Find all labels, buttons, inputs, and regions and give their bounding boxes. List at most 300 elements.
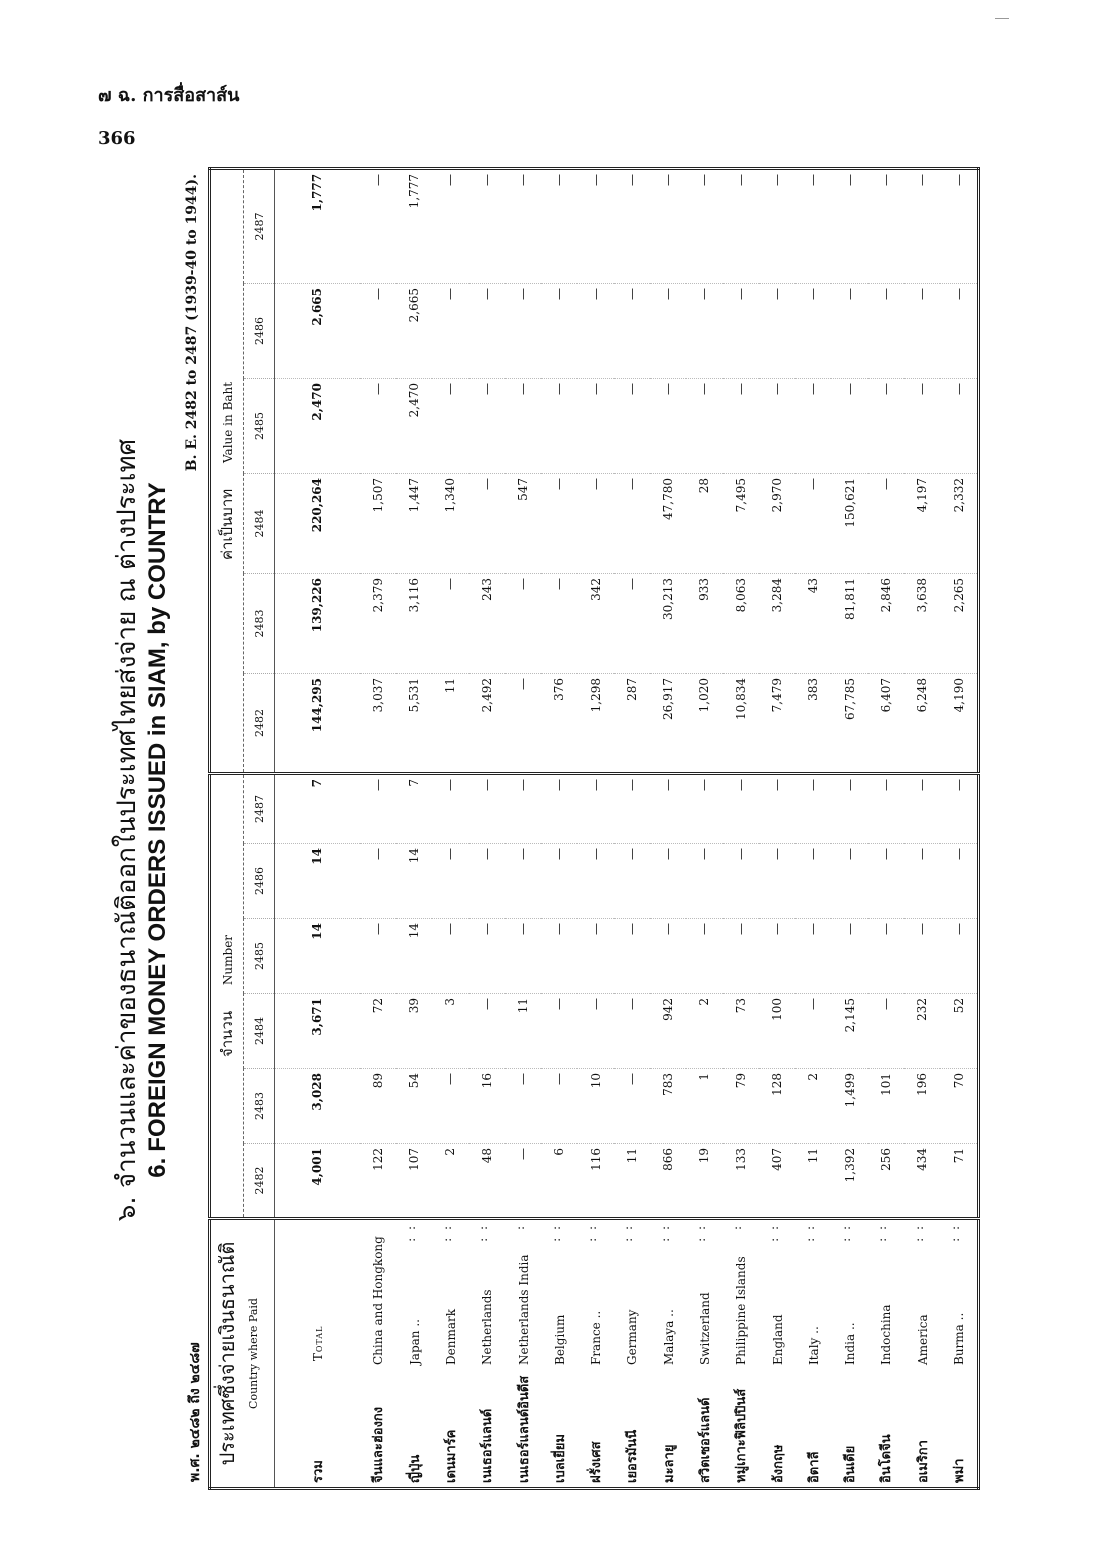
- number-cell: —: [541, 919, 577, 994]
- country-thai: อินเดีย: [843, 1445, 859, 1483]
- value-cell: 4,190: [940, 674, 978, 774]
- country-thai: เบลเยี่ยม: [552, 1434, 568, 1483]
- country-english: India ..: [843, 1322, 858, 1365]
- number-cell: 14: [396, 844, 432, 919]
- value-cell: 1,447: [396, 474, 432, 574]
- number-cell: 3: [432, 994, 468, 1069]
- number-cell: —: [577, 994, 613, 1069]
- table-body: [275, 168, 979, 1488]
- value-cell: 30,213: [650, 574, 686, 674]
- number-cell: 7: [275, 774, 360, 844]
- value-cell: 2,265: [940, 574, 978, 674]
- number-cell: —: [541, 994, 577, 1069]
- value-cell: 11: [432, 674, 468, 774]
- value-cell: —: [541, 284, 577, 379]
- country-header-thai: ประเทศซึ่งจ่ายเงินธนาณัติ: [215, 1241, 239, 1466]
- country-cell: [469, 1219, 505, 1489]
- country-cell: [904, 1219, 940, 1489]
- value-cell: 150,621: [831, 474, 867, 574]
- country-english: Indochina: [879, 1304, 894, 1365]
- number-cell: —: [577, 774, 613, 844]
- country-header: [210, 1219, 275, 1489]
- leader-dots: : :: [585, 1224, 600, 1242]
- value-cell: 67,785: [831, 674, 867, 774]
- number-cell: 11: [795, 1144, 831, 1219]
- country-cell: [795, 1219, 831, 1489]
- number-cell: —: [505, 919, 541, 994]
- number-cell: —: [360, 919, 396, 994]
- value-cell: —: [505, 379, 541, 474]
- value-cell: 933: [686, 574, 722, 674]
- number-cell: 2: [795, 1069, 831, 1144]
- value-cell: —: [541, 379, 577, 474]
- country-thai: พม่า: [952, 1458, 968, 1483]
- value-cell: 47,780: [650, 474, 686, 574]
- country-thai: จีนและฮ่องกง: [371, 1406, 387, 1483]
- value-cell: 3,037: [360, 674, 396, 774]
- value-cell: —: [614, 379, 650, 474]
- value-cell: —: [432, 379, 468, 474]
- rotated-table-block: [100, 170, 980, 1490]
- country-cell: [360, 1219, 396, 1489]
- value-cell: —: [541, 574, 577, 674]
- value-year-header: 2486: [244, 284, 275, 379]
- number-cell: 3,028: [275, 1069, 360, 1144]
- number-year-header: 2484: [244, 994, 275, 1069]
- number-cell: 866: [650, 1144, 686, 1219]
- value-cell: —: [795, 474, 831, 574]
- number-cell: 16: [469, 1069, 505, 1144]
- number-cell: —: [904, 844, 940, 919]
- table-title-thai: ๖. จำนวนและค่าของธนาณัติออกในประเทศไทยส่งจ่าย ณ ต่างประเทศ: [112, 438, 142, 1222]
- value-year-header: 2483: [244, 574, 275, 674]
- country-english: Switzerland: [697, 1292, 712, 1365]
- country-cell: [577, 1219, 613, 1489]
- number-cell: 54: [396, 1069, 432, 1144]
- number-cell: 72: [360, 994, 396, 1069]
- value-cell: 2,379: [360, 574, 396, 674]
- number-cell: 70: [940, 1069, 978, 1144]
- number-cell: 48: [469, 1144, 505, 1219]
- number-cell: —: [650, 844, 686, 919]
- number-cell: —: [469, 774, 505, 844]
- leader-dots: : :: [548, 1224, 563, 1242]
- leader-dots: : :: [621, 1224, 636, 1242]
- number-cell: —: [940, 919, 978, 994]
- money-orders-table: [208, 167, 980, 1490]
- value-cell: —: [868, 168, 904, 283]
- number-cell: —: [686, 774, 722, 844]
- leader-dots: : :: [439, 1224, 454, 1242]
- value-cell: —: [868, 284, 904, 379]
- value-year-header: 2482: [244, 674, 275, 774]
- number-cell: —: [940, 844, 978, 919]
- number-cell: 1: [686, 1069, 722, 1144]
- total-label: [275, 1219, 360, 1489]
- value-year-header: 2485: [244, 379, 275, 474]
- value-cell: 243: [469, 574, 505, 674]
- number-cell: 89: [360, 1069, 396, 1144]
- value-cell: —: [614, 474, 650, 574]
- value-cell: —: [723, 168, 759, 283]
- number-cell: —: [868, 774, 904, 844]
- number-cell: —: [360, 774, 396, 844]
- number-cell: 107: [396, 1144, 432, 1219]
- value-cell: 376: [541, 674, 577, 774]
- number-cell: 232: [904, 994, 940, 1069]
- number-cell: 73: [723, 994, 759, 1069]
- value-cell: 43: [795, 574, 831, 674]
- value-cell: —: [360, 284, 396, 379]
- country-thai: อินโดจีน: [879, 1434, 895, 1483]
- value-cell: —: [577, 474, 613, 574]
- leader-dots: : :: [911, 1224, 926, 1242]
- value-group-header: [210, 168, 244, 773]
- country-cell: [541, 1219, 577, 1489]
- number-cell: —: [759, 774, 795, 844]
- value-cell: 2,332: [940, 474, 978, 574]
- number-cell: —: [614, 1069, 650, 1144]
- value-cell: 139,226: [275, 574, 360, 674]
- value-cell: 6,407: [868, 674, 904, 774]
- scan-mark: [995, 18, 1009, 19]
- value-cell: —: [831, 168, 867, 283]
- country-cell: [505, 1219, 541, 1489]
- country-cell: [940, 1219, 978, 1489]
- value-cell: 1,777: [396, 168, 432, 283]
- value-cell: 220,264: [275, 474, 360, 574]
- value-cell: —: [723, 379, 759, 474]
- number-cell: 71: [940, 1144, 978, 1219]
- table-row: [396, 168, 432, 1488]
- number-cell: —: [432, 774, 468, 844]
- value-cell: —: [614, 574, 650, 674]
- number-cell: —: [686, 919, 722, 994]
- value-cell: 81,811: [831, 574, 867, 674]
- number-cell: —: [469, 919, 505, 994]
- table-row: [614, 168, 650, 1488]
- number-cell: 100: [759, 994, 795, 1069]
- number-cell: —: [469, 844, 505, 919]
- number-cell: 1,392: [831, 1144, 867, 1219]
- number-cell: 39: [396, 994, 432, 1069]
- value-cell: —: [577, 168, 613, 283]
- country-cell: [396, 1219, 432, 1489]
- value-cell: 383: [795, 674, 831, 774]
- leader-dots: : :: [403, 1224, 418, 1242]
- value-cell: —: [940, 379, 978, 474]
- number-cell: 14: [275, 844, 360, 919]
- value-cell: —: [505, 674, 541, 774]
- table-row: [650, 168, 686, 1488]
- number-cell: 19: [686, 1144, 722, 1219]
- value-cell: —: [831, 379, 867, 474]
- number-cell: 52: [940, 994, 978, 1069]
- value-cell: 6,248: [904, 674, 940, 774]
- number-cell: 14: [275, 919, 360, 994]
- number-cell: —: [759, 919, 795, 994]
- value-cell: 2,492: [469, 674, 505, 774]
- value-cell: —: [541, 168, 577, 283]
- country-english: Netherlands: [480, 1289, 495, 1365]
- value-cell: —: [940, 168, 978, 283]
- value-cell: —: [432, 168, 468, 283]
- leader-dots: : :: [875, 1224, 890, 1242]
- value-cell: —: [577, 284, 613, 379]
- table-row: [360, 168, 396, 1488]
- country-english: Italy ..: [806, 1326, 821, 1365]
- number-year-header: 2487: [244, 774, 275, 844]
- value-cell: —: [940, 284, 978, 379]
- value-cell: —: [541, 474, 577, 574]
- value-year-header: 2487: [244, 168, 275, 283]
- number-cell: —: [795, 919, 831, 994]
- number-cell: 256: [868, 1144, 904, 1219]
- value-cell: 342: [577, 574, 613, 674]
- value-cell: —: [868, 379, 904, 474]
- number-cell: —: [686, 844, 722, 919]
- period-thai: พ.ศ. ๒๔๘๒ ถึง ๒๔๘๗: [187, 1342, 203, 1482]
- country-thai: มะลายู: [661, 1444, 677, 1483]
- total-thai: รวม: [310, 1460, 326, 1483]
- leader-dots: : :: [476, 1224, 491, 1242]
- number-cell: —: [432, 844, 468, 919]
- value-cell: —: [759, 379, 795, 474]
- number-group-thai: จำนวน: [218, 1010, 236, 1058]
- value-cell: 144,295: [275, 674, 360, 774]
- number-cell: —: [650, 774, 686, 844]
- value-cell: —: [686, 284, 722, 379]
- country-english: Philippine Islands: [734, 1256, 749, 1365]
- value-cell: 1,340: [432, 474, 468, 574]
- value-year-header: 2484: [244, 474, 275, 574]
- leader-dots: :: [730, 1224, 745, 1231]
- number-cell: —: [541, 844, 577, 919]
- number-cell: —: [795, 774, 831, 844]
- number-cell: 11: [505, 994, 541, 1069]
- value-cell: —: [795, 168, 831, 283]
- country-english: China and Hongkong: [371, 1236, 386, 1365]
- value-cell: 3,638: [904, 574, 940, 674]
- number-cell: —: [614, 919, 650, 994]
- value-cell: —: [650, 379, 686, 474]
- country-english: France ..: [589, 1310, 604, 1365]
- country-thai: อิตาลี: [806, 1451, 822, 1483]
- table-row: [469, 168, 505, 1488]
- number-cell: —: [940, 774, 978, 844]
- value-cell: —: [505, 168, 541, 283]
- value-cell: —: [904, 379, 940, 474]
- country-cell: [831, 1219, 867, 1489]
- number-cell: —: [723, 774, 759, 844]
- table-row: [723, 168, 759, 1488]
- value-cell: —: [686, 379, 722, 474]
- number-cell: 122: [360, 1144, 396, 1219]
- number-cell: —: [904, 919, 940, 994]
- number-cell: —: [505, 774, 541, 844]
- value-cell: —: [360, 168, 396, 283]
- value-cell: 1,507: [360, 474, 396, 574]
- number-cell: 7: [396, 774, 432, 844]
- value-cell: —: [577, 379, 613, 474]
- country-english: Germany: [625, 1309, 640, 1365]
- number-cell: —: [723, 919, 759, 994]
- value-cell: —: [505, 284, 541, 379]
- value-cell: —: [614, 284, 650, 379]
- number-cell: 942: [650, 994, 686, 1069]
- total-english: Total: [310, 1325, 325, 1362]
- country-cell: [723, 1219, 759, 1489]
- number-cell: 14: [396, 919, 432, 994]
- value-cell: 2,846: [868, 574, 904, 674]
- value-cell: —: [650, 284, 686, 379]
- number-year-header: 2486: [244, 844, 275, 919]
- number-cell: 2: [686, 994, 722, 1069]
- country-header-english: Country where Paid: [247, 1298, 260, 1409]
- value-cell: 26,917: [650, 674, 686, 774]
- value-cell: —: [614, 168, 650, 283]
- value-cell: —: [868, 474, 904, 574]
- value-cell: —: [469, 168, 505, 283]
- country-thai: สวิตเซอร์แลนด์: [697, 1397, 713, 1483]
- table-row: [686, 168, 722, 1488]
- value-cell: 5,531: [396, 674, 432, 774]
- country-english: Belgium: [552, 1314, 567, 1365]
- number-cell: —: [432, 1069, 468, 1144]
- country-english: America: [915, 1314, 930, 1365]
- value-cell: 2,665: [396, 284, 432, 379]
- number-cell: —: [831, 844, 867, 919]
- number-cell: —: [831, 774, 867, 844]
- table-row: [577, 168, 613, 1488]
- leader-dots: : :: [802, 1224, 817, 1242]
- number-cell: —: [505, 1069, 541, 1144]
- leader-dots: : :: [766, 1224, 781, 1242]
- table-title-english: [144, 170, 172, 1490]
- number-cell: 11: [614, 1144, 650, 1219]
- value-cell: —: [469, 379, 505, 474]
- number-cell: —: [614, 844, 650, 919]
- value-cell: —: [759, 168, 795, 283]
- number-cell: 10: [577, 1069, 613, 1144]
- country-cell: [432, 1219, 468, 1489]
- number-cell: —: [360, 844, 396, 919]
- number-cell: 4,001: [275, 1144, 360, 1219]
- value-cell: 8,063: [723, 574, 759, 674]
- value-cell: 1,298: [577, 674, 613, 774]
- country-thai: ญี่ปุ่น: [407, 1454, 423, 1483]
- page-number: 366: [98, 128, 136, 149]
- table-title-number: 6.: [144, 1157, 171, 1178]
- number-cell: —: [759, 844, 795, 919]
- number-cell: —: [505, 1144, 541, 1219]
- value-cell: 1,777: [275, 168, 360, 283]
- country-cell: [686, 1219, 722, 1489]
- value-cell: —: [723, 284, 759, 379]
- number-cell: 79: [723, 1069, 759, 1144]
- value-cell: 3,116: [396, 574, 432, 674]
- table-title-english-text: FOREIGN MONEY ORDERS ISSUED in SIAM, by COUNTRY: [144, 482, 171, 1152]
- value-group-english: Value in Baht: [221, 381, 235, 464]
- country-thai: เนเธอร์แลนด์: [480, 1408, 496, 1483]
- table-row: [795, 168, 831, 1488]
- number-cell: —: [868, 919, 904, 994]
- number-year-header: 2482: [244, 1144, 275, 1219]
- value-cell: 10,834: [723, 674, 759, 774]
- table-row: [940, 168, 978, 1488]
- country-thai: เนเธอร์แลนด์อินดีส: [516, 1375, 532, 1483]
- number-cell: —: [831, 919, 867, 994]
- country-cell: [650, 1219, 686, 1489]
- table-row: [831, 168, 867, 1488]
- number-cell: 1,499: [831, 1069, 867, 1144]
- country-english: England: [770, 1314, 785, 1365]
- table-row: [904, 168, 940, 1488]
- country-english: Japan ..: [407, 1319, 422, 1365]
- value-cell: —: [904, 284, 940, 379]
- value-cell: —: [469, 474, 505, 574]
- leader-dots: : :: [657, 1224, 672, 1242]
- number-cell: 2,145: [831, 994, 867, 1069]
- country-english: Netherlands India: [516, 1254, 531, 1365]
- value-cell: —: [505, 574, 541, 674]
- country-thai: หมู่เกาะฟิลิปปินส์: [734, 1388, 750, 1483]
- table-row: [759, 168, 795, 1488]
- leader-dots: : :: [693, 1224, 708, 1242]
- value-cell: 1,020: [686, 674, 722, 774]
- table-row: [541, 168, 577, 1488]
- number-cell: 2: [432, 1144, 468, 1219]
- country-english: Malaya ..: [661, 1309, 676, 1365]
- number-year-header: 2483: [244, 1069, 275, 1144]
- number-cell: 6: [541, 1144, 577, 1219]
- number-cell: —: [541, 1069, 577, 1144]
- country-thai: อเมริกา: [915, 1440, 931, 1483]
- table-row: [505, 168, 541, 1488]
- country-english: Burma ..: [952, 1312, 967, 1365]
- number-cell: —: [904, 774, 940, 844]
- value-group-thai: ค่าเป็นบาท: [218, 488, 236, 561]
- country-thai: อังกฤษ: [770, 1444, 786, 1483]
- number-cell: —: [541, 774, 577, 844]
- number-cell: —: [469, 994, 505, 1069]
- period-row: [184, 170, 208, 1490]
- value-cell: 287: [614, 674, 650, 774]
- value-cell: 4,197: [904, 474, 940, 574]
- country-english: Denmark: [443, 1309, 458, 1365]
- number-cell: 101: [868, 1069, 904, 1144]
- number-cell: —: [577, 919, 613, 994]
- value-cell: —: [650, 168, 686, 283]
- value-cell: —: [904, 168, 940, 283]
- value-cell: —: [831, 284, 867, 379]
- number-year-header: 2485: [244, 919, 275, 994]
- number-cell: 133: [723, 1144, 759, 1219]
- value-cell: 2,665: [275, 284, 360, 379]
- value-cell: 7,495: [723, 474, 759, 574]
- value-cell: 2,470: [275, 379, 360, 474]
- country-cell: [868, 1219, 904, 1489]
- leader-dots: : :: [948, 1224, 963, 1242]
- country-thai: เยอรมันนี: [625, 1429, 641, 1483]
- number-cell: —: [432, 919, 468, 994]
- number-cell: —: [868, 994, 904, 1069]
- number-cell: 434: [904, 1144, 940, 1219]
- number-cell: 116: [577, 1144, 613, 1219]
- leader-dots: :: [512, 1224, 527, 1231]
- number-cell: —: [505, 844, 541, 919]
- period-english: B. E. 2482 to 2487 (1939-40 to 1944).: [184, 174, 200, 472]
